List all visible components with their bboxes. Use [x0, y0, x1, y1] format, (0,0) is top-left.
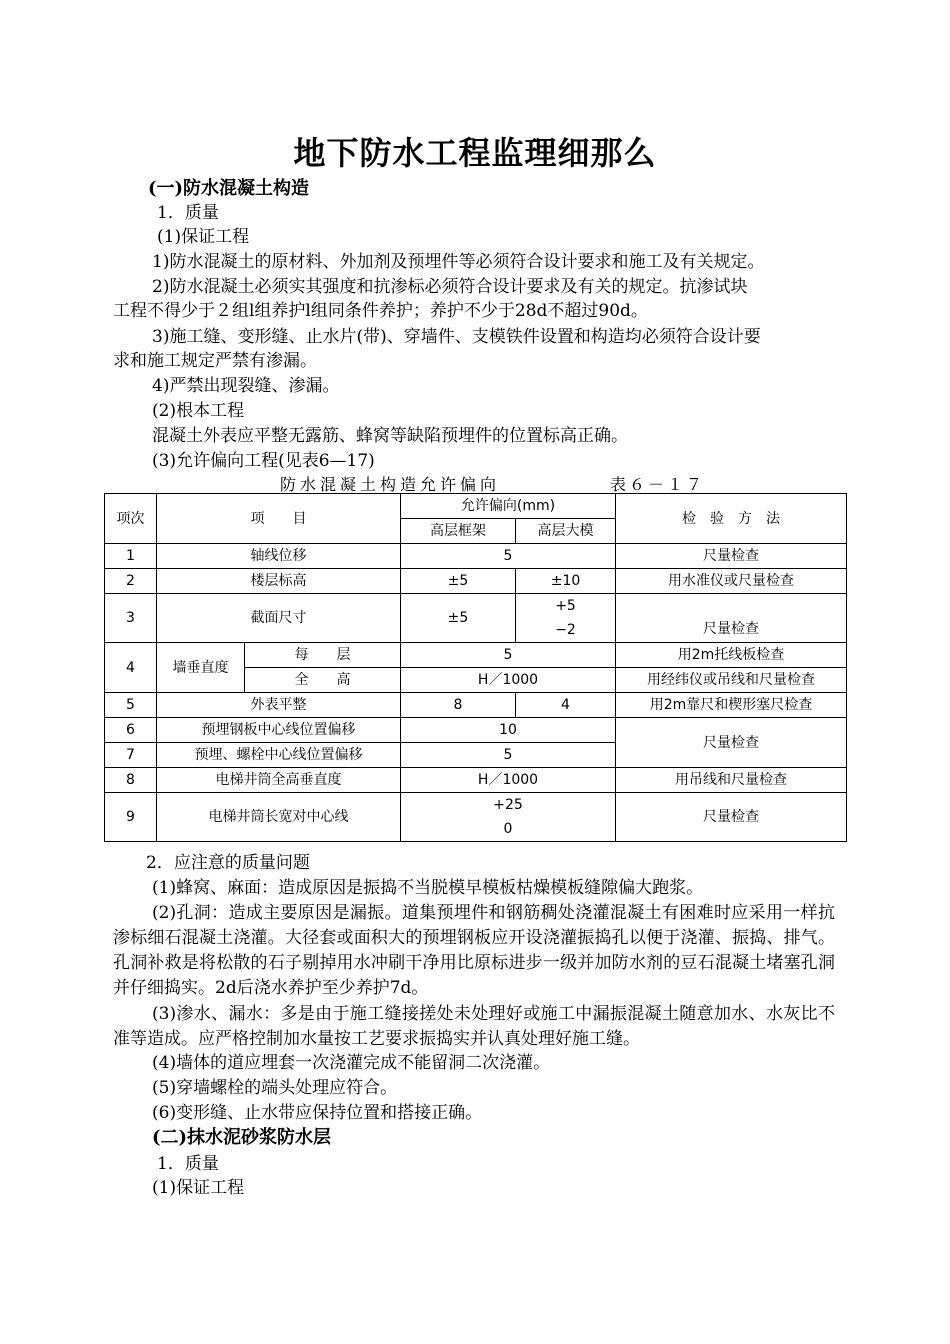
row-method: 用吊线和尺量检查 — [616, 768, 847, 793]
table-row — [105, 768, 847, 793]
paragraph-g3-line2: 求和施工规定严禁有渗漏。 — [113, 351, 317, 371]
row-value: H／1000 — [401, 768, 616, 793]
paragraph-basic: 混凝土外表应平整无露筋、蜂窝等缺陷预埋件的位置标高正确。 — [152, 426, 628, 446]
table-row — [105, 643, 847, 668]
header-item: 项 目 — [157, 494, 401, 544]
subheading-basic: (2)根本工程 — [152, 401, 245, 421]
row-value-lower: 0 — [503, 821, 513, 837]
row-method: 用2m靠尺和楔形塞尺检查 — [616, 693, 847, 718]
row-subitem: 全 高 — [245, 668, 401, 693]
header-allowance: 允许偏向(mm) — [401, 494, 616, 519]
row-item: 墙垂直度 — [157, 643, 245, 693]
table-caption: 防水混凝土构造允许偏向 — [280, 475, 501, 494]
paragraph-issue-5: (5)穿墙螺栓的端头处理应符合。 — [152, 1078, 398, 1098]
subheading-guarantee-2: (1)保证工程 — [152, 1178, 245, 1198]
row-item: 轴线位移 — [157, 544, 401, 569]
row-item: 楼层标高 — [157, 569, 401, 594]
row-value: 10 — [401, 718, 616, 743]
paragraph-g2-line2: 工程不得少于２组l组养护l组同条件养护；养护不少于28d不超过90d。 — [113, 301, 648, 321]
row-value: 5 — [401, 743, 616, 768]
row-item: 电梯井筒长宽对中心线 — [157, 793, 401, 842]
row-frame: ±5 — [401, 569, 516, 594]
row-item: 截面尺寸 — [157, 594, 401, 643]
row-no: 8 — [105, 768, 157, 793]
row-value: 5 — [401, 544, 616, 569]
row-subitem: 每 层 — [245, 643, 401, 668]
row-no: 7 — [105, 743, 157, 768]
row-method: 尺量检查 — [616, 594, 847, 643]
paragraph-g3-line1: 3)施工缝、变形缝、止水片(带)、穿墙件、支模铁件设置和构造均必须符合设计要 — [152, 327, 761, 347]
paragraph-issue-2: (2)孔洞：造成主要原因是漏振。道集预埋件和钢筋稠处浇灌混凝土有困难时应采用一样抗渗标细石混凝土浇灌。大径套或面积大的预埋钢板应开设浇灌振捣孔以便于浇灌、振捣、排气。孔洞补救是将松散的石子剔掉用水冲刷干净用比原标进步一级并加防水剂的豆石混凝土堵塞孔洞并仔细捣实。2d后浇水养护至少养护7d。 — [113, 903, 835, 998]
row-no: 6 — [105, 718, 157, 743]
row-mold: 4 — [516, 693, 616, 718]
paragraph-g1: 1)防水混凝土的原材料、外加剂及预埋件等必须符合设计要求和施工及有关规定。 — [152, 252, 765, 272]
row-item: 外表平整 — [157, 693, 401, 718]
section-heading-concrete: (一)防水混凝土构造 — [148, 178, 310, 199]
row-value: 5 — [401, 643, 616, 668]
table-row — [105, 569, 847, 594]
subheading-allowance: (3)允许偏向工程(见表6—17) — [152, 451, 375, 471]
table-row — [105, 693, 847, 718]
row-method: 用水准仪或尺量检查 — [616, 569, 847, 594]
row-mold: ±10 — [516, 569, 616, 594]
table-row — [105, 793, 847, 842]
subheading-guarantee: (1)保证工程 — [157, 227, 250, 247]
row-no: 4 — [105, 643, 157, 693]
row-no: 1 — [105, 544, 157, 569]
section-heading-mortar: (二)抹水泥砂浆防水层 — [152, 1127, 332, 1148]
row-item: 预埋钢板中心线位置偏移 — [157, 718, 401, 743]
row-item: 预埋、螺栓中心线位置偏移 — [157, 743, 401, 768]
row-value-upper: +25 — [493, 797, 523, 813]
row-no: 3 — [105, 594, 157, 643]
subheading-quality: 1．质量 — [157, 203, 219, 223]
header-mold: 高层大模 — [516, 519, 616, 544]
row-method: 尺量检查 — [616, 793, 847, 842]
row-method: 尺量检查 — [616, 718, 847, 768]
paragraph-g4: 4)严禁出现裂缝、渗漏。 — [152, 376, 340, 396]
row-no: 5 — [105, 693, 157, 718]
table-number: 表６－１７ — [610, 475, 706, 494]
row-method: 用经纬仪或吊线和尺量检查 — [616, 668, 847, 693]
row-method: 尺量检查 — [616, 544, 847, 569]
paragraph-issue-3: (3)渗水、漏水：多是由于施工缝接搓处未处理好或施工中漏振混凝土随意加水、水灰比不准等造成。应严格控制加水量按工艺要求振捣实并认真处理好施工缝。 — [113, 1004, 835, 1049]
header-method: 检 验 方 法 — [616, 494, 847, 544]
table-row — [105, 718, 847, 743]
row-frame: ±5 — [401, 594, 516, 643]
deviation-table — [104, 493, 847, 842]
header-no: 项次 — [105, 494, 157, 544]
row-mold-upper: +5 — [555, 598, 576, 614]
table-row — [105, 544, 847, 569]
row-mold-lower: −2 — [555, 622, 576, 638]
paragraph-issue-6: (6)变形缝、止水带应保持位置和搭接正确。 — [152, 1103, 483, 1123]
header-frame: 高层框架 — [401, 519, 516, 544]
paragraph-issue-1: (1)蜂窝、麻面：造成原因是振捣不当脱模早模板枯燥模板缝隙偏大跑浆。 — [152, 878, 704, 898]
paragraph-issue-4: (4)墙体的道应埋套一次浇灌完成不能留洞二次浇灌。 — [152, 1053, 551, 1073]
row-method: 用2m托线板检查 — [616, 643, 847, 668]
paragraph-g2-line1: 2)防水混凝土必须实其强度和抗渗标必须符合设计要求及有关的规定。抗渗试块 — [152, 277, 748, 297]
row-mold — [516, 594, 616, 643]
row-no: 2 — [105, 569, 157, 594]
table-row — [105, 594, 847, 643]
row-no: 9 — [105, 793, 157, 842]
document-title: 地下防水工程监理细那么 — [293, 134, 657, 172]
row-item: 电梯井筒全高垂直度 — [157, 768, 401, 793]
subheading-issues: 2．应注意的质量问题 — [146, 853, 310, 873]
subheading-quality-2: 1．质量 — [157, 1154, 219, 1174]
row-frame: 8 — [401, 693, 516, 718]
row-value: H／1000 — [401, 668, 616, 693]
row-value — [401, 793, 616, 842]
